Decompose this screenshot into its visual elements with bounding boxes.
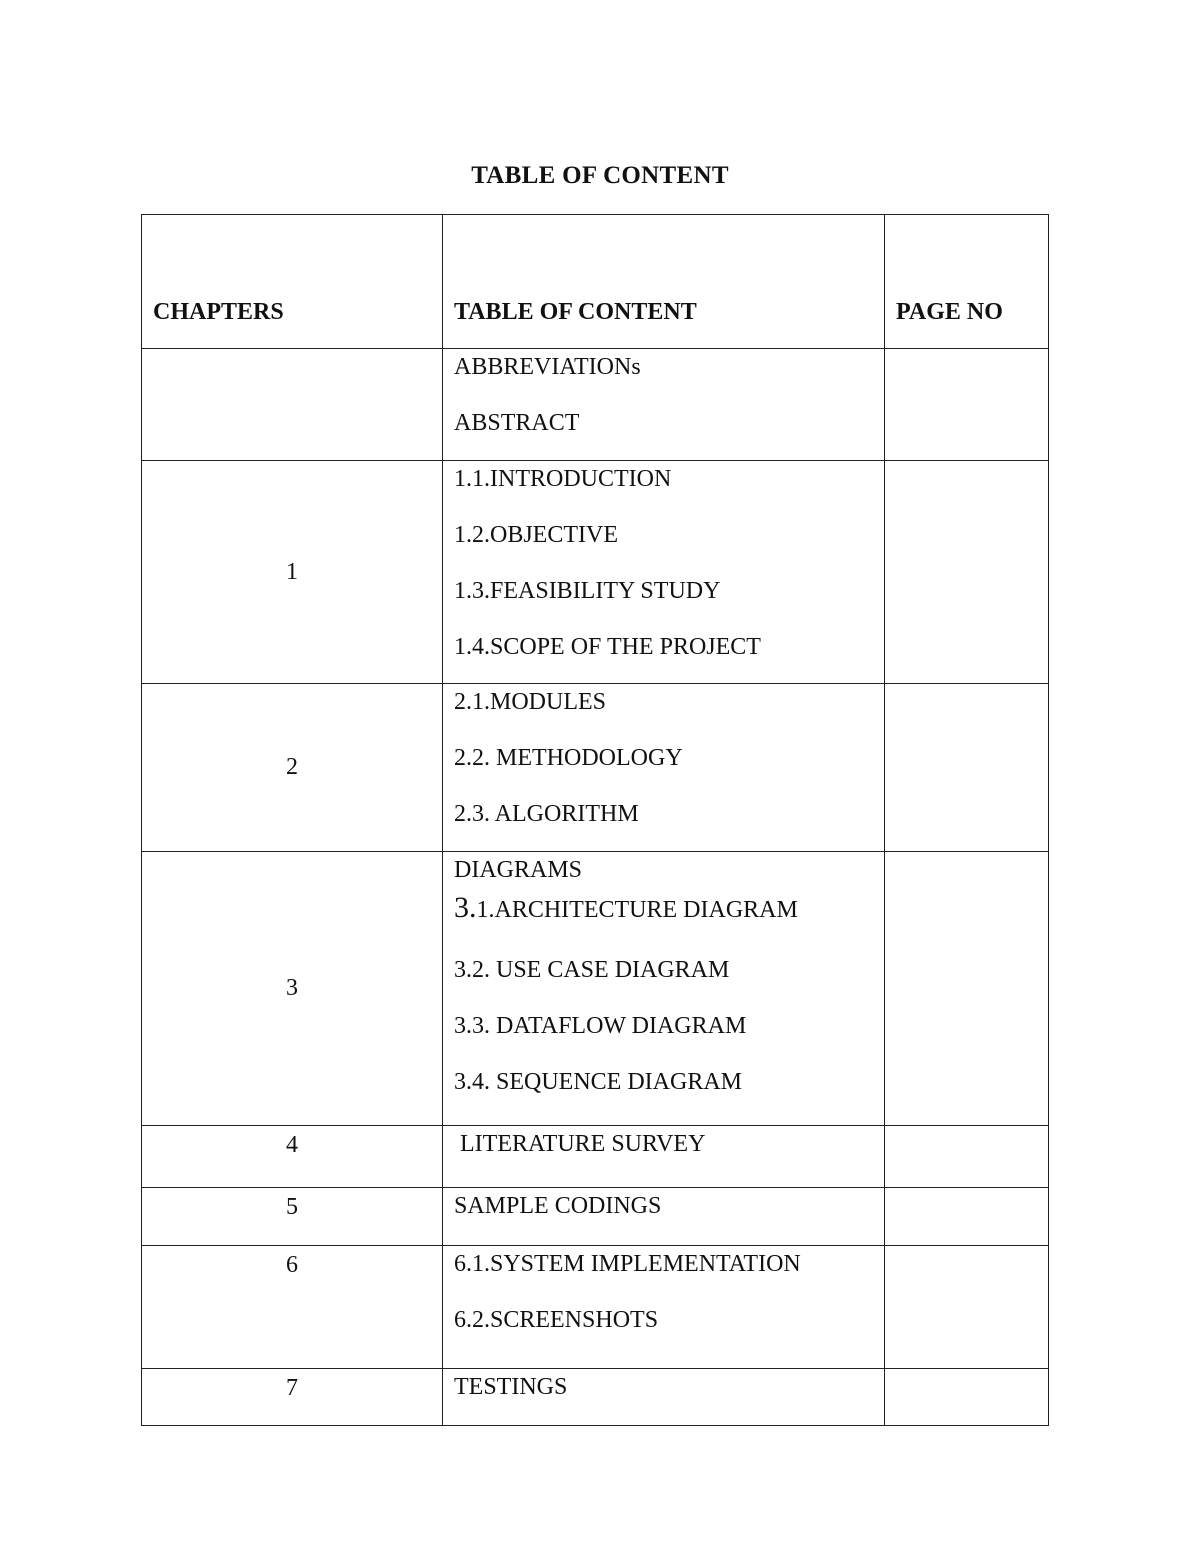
toc-entry: 2.3. ALGORITHM bbox=[454, 801, 639, 827]
toc-entry: 3.3. DATAFLOW DIAGRAM bbox=[454, 1013, 747, 1039]
table-row bbox=[142, 1369, 1049, 1426]
toc-entry: 1.4.SCOPE OF THE PROJECT bbox=[454, 634, 761, 660]
toc-entry: ABSTRACT bbox=[454, 410, 580, 436]
chapter-cell: 3 bbox=[142, 852, 443, 1126]
page-cell bbox=[885, 1188, 1049, 1246]
table-row bbox=[142, 1126, 1049, 1188]
table-row bbox=[142, 461, 1049, 684]
page-cell bbox=[885, 684, 1049, 852]
toc-entry: 2.2. METHODOLOGY bbox=[454, 745, 683, 771]
page-cell bbox=[885, 461, 1049, 684]
chapter-cell bbox=[142, 349, 443, 461]
toc-table bbox=[141, 214, 1049, 1426]
chapter-cell: 1 bbox=[142, 461, 443, 684]
header-content: TABLE OF CONTENT bbox=[443, 215, 885, 349]
toc-entry: DIAGRAMS bbox=[454, 857, 583, 883]
content-cell bbox=[443, 1246, 885, 1369]
toc-entry: 1.1.INTRODUCTION bbox=[454, 466, 672, 492]
table-row bbox=[142, 852, 1049, 1126]
chapter-cell: 5 bbox=[142, 1188, 443, 1246]
content-cell bbox=[443, 1188, 885, 1246]
table-row bbox=[142, 1188, 1049, 1246]
page-cell bbox=[885, 1126, 1049, 1188]
table-row bbox=[142, 1246, 1049, 1369]
toc-entry: 6.2.SCREENSHOTS bbox=[454, 1307, 659, 1333]
content-cell bbox=[443, 1369, 885, 1426]
chapter-cell: 2 bbox=[142, 684, 443, 852]
content-cell bbox=[443, 1126, 885, 1188]
page-cell bbox=[885, 1246, 1049, 1369]
header-chapters: CHAPTERS bbox=[142, 215, 443, 349]
chapter-cell: 6 bbox=[142, 1246, 443, 1369]
toc-entry: 6.1.SYSTEM IMPLEMENTATION bbox=[454, 1251, 801, 1277]
toc-entry: 1.2.OBJECTIVE bbox=[454, 522, 618, 548]
page-cell bbox=[885, 349, 1049, 461]
content-cell bbox=[443, 349, 885, 461]
toc-entry: LITERATURE SURVEY bbox=[454, 1131, 706, 1157]
toc-entry: 3.4. SEQUENCE DIAGRAM bbox=[454, 1069, 742, 1095]
page-title: TABLE OF CONTENT bbox=[471, 162, 729, 189]
toc-entry: 2.1.MODULES bbox=[454, 689, 607, 715]
page-cell bbox=[885, 852, 1049, 1126]
header-page-no: PAGE NO bbox=[885, 215, 1049, 349]
chapter-cell: 7 bbox=[142, 1369, 443, 1426]
toc-entry: SAMPLE CODINGS bbox=[454, 1193, 662, 1219]
toc-entry: 1.3.FEASIBILITY STUDY bbox=[454, 578, 721, 604]
table-row bbox=[142, 684, 1049, 852]
content-cell bbox=[443, 852, 885, 1126]
toc-entry: ABBREVIATIONs bbox=[454, 354, 641, 380]
table-header-row bbox=[142, 215, 1049, 349]
page-cell bbox=[885, 1369, 1049, 1426]
toc-entry: 3.2. USE CASE DIAGRAM bbox=[454, 957, 730, 983]
toc-entry: TESTINGS bbox=[454, 1374, 568, 1400]
content-cell bbox=[443, 684, 885, 852]
content-cell bbox=[443, 461, 885, 684]
toc-entry: 3.1.ARCHITECTURE DIAGRAM bbox=[454, 891, 798, 924]
table-row bbox=[142, 349, 1049, 461]
chapter-cell: 4 bbox=[142, 1126, 443, 1188]
